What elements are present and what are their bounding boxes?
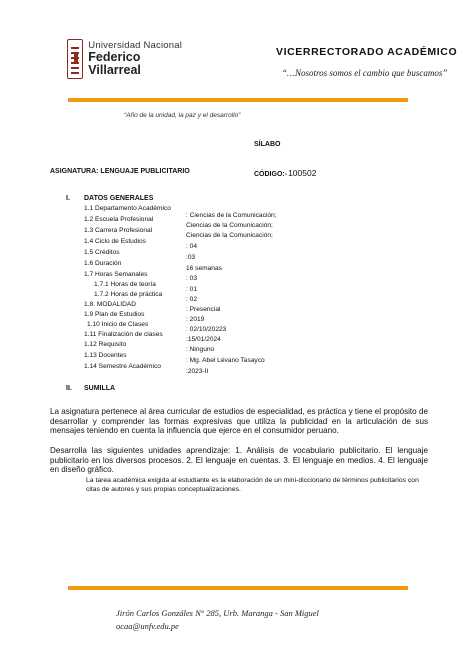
general-data-value: Ciencias de la Comunicación; bbox=[186, 222, 273, 229]
general-data-item: 1.9 Plan de Estudios bbox=[84, 311, 145, 318]
document-title: SÍLABO bbox=[254, 141, 281, 148]
general-data-value: :15/01/2024 bbox=[186, 336, 221, 343]
general-data-item: 1.12 Requisito bbox=[84, 341, 127, 348]
general-data-item: 1.13 Docentes bbox=[84, 352, 127, 359]
year-line: “Año de la unidad, la paz y el desarrollo” bbox=[124, 112, 241, 119]
general-data-item: 1.14 Semestre Académico bbox=[84, 363, 161, 370]
sumilla-paragraph-1: La asignatura pertenece al área curricular de estudios de especialidad, es práctica y tiene el propósito de desarrollar y comprender las formas expresivas que utiliza la publicidad en la articulación de sus mensajes teniendo en cuenta la influencia que ejerce en el consumidor peruano. bbox=[50, 407, 428, 436]
university-logo bbox=[67, 37, 185, 81]
general-data-item: 1.4 Ciclo de Estudios bbox=[84, 238, 146, 245]
university-seal-icon bbox=[67, 39, 83, 79]
section-2-title: SUMILLA bbox=[84, 385, 116, 392]
general-data-value: : 02 bbox=[186, 296, 197, 303]
general-data-item: 1.7 Horas Semanales bbox=[84, 271, 148, 278]
general-data-value: : Ninguno bbox=[186, 346, 215, 353]
office-title: VICERRECTORADO ACADÉMICO bbox=[276, 46, 458, 58]
sumilla-paragraph-2: Desarrolla las siguientes unidades aprendizaje: 1. Análisis de vocabulario publicitario. El lenguaje publicitario en los diversos procesos. 2. El lenguaje en cuentas. 3. El lenguaje en medios. 4. El lenguaje en diseño gráfico. bbox=[50, 446, 428, 475]
general-data-item: 1.7.1 Horas de teoría bbox=[94, 281, 156, 288]
university-name: Federico Villarreal bbox=[88, 49, 141, 77]
general-data-value: : 02/10/20223 bbox=[186, 326, 227, 333]
course-code-label: CÓDIGO:- bbox=[254, 171, 288, 178]
general-data-value: : Mg. Abel Lévano Tasayco bbox=[186, 357, 265, 364]
footer-divider bbox=[68, 586, 408, 590]
general-data-value: : 03 bbox=[186, 275, 197, 282]
general-data-item: 1.6 Duración bbox=[84, 260, 122, 267]
general-data-value: :03 bbox=[186, 254, 196, 261]
section-2-number: II. bbox=[66, 385, 72, 392]
general-data-item: 1.3 Carrera Profesional bbox=[84, 227, 153, 234]
course-name: ASIGNATURA: LENGUAJE PUBLICITARIO bbox=[50, 168, 190, 175]
section-1-number: I. bbox=[66, 195, 70, 202]
general-data-item: 1.5 Créditos bbox=[84, 249, 120, 256]
motto: “…Nosotros somos el cambio que buscamos” bbox=[282, 68, 448, 78]
footer-email: ocaa@unfv.edu.pe bbox=[116, 621, 179, 631]
course-code-value: 100502 bbox=[288, 168, 317, 178]
general-data-item: 1.10 Inicio de Clases bbox=[87, 321, 149, 328]
general-data-item: 1.11 Finalización de clases bbox=[84, 331, 163, 338]
footer-address: Jirón Carlos Gonzáles N° 285, Urb. Maranga - San Miguel bbox=[116, 608, 319, 618]
general-data-value: : 2019 bbox=[186, 316, 205, 323]
general-data-item: 1.7.2 Horas de práctica bbox=[94, 291, 163, 298]
university-line: Universidad Nacional bbox=[88, 39, 183, 51]
general-data-value: : 01 bbox=[186, 286, 197, 293]
section-1-title: DATOS GENERALES bbox=[84, 195, 154, 202]
general-data-value: 16 semanas bbox=[186, 265, 222, 272]
general-data-value: : 04 bbox=[186, 243, 197, 250]
header-divider bbox=[68, 98, 408, 102]
sumilla-paragraph-3: La tarea académica exigida al estudiante es la elaboración de un mini-diccionario de términos publicitarios con citas de autores y sus propias conceptualizaciones. bbox=[86, 477, 419, 494]
general-data-value: : Ciencias de la Comunicación; bbox=[186, 212, 277, 219]
general-data-item: 1.2 Escuela Profesional bbox=[84, 216, 154, 223]
general-data-value: : Presencial bbox=[186, 306, 221, 313]
general-data-item: 1.8. MODALIDAD bbox=[84, 301, 137, 308]
general-data-item: 1.1 Departamento Académico bbox=[84, 205, 171, 212]
course-code bbox=[254, 168, 316, 178]
general-data-value: :2023-II bbox=[186, 368, 209, 375]
general-data-value: Ciencias de la Comunicación; bbox=[186, 232, 273, 239]
